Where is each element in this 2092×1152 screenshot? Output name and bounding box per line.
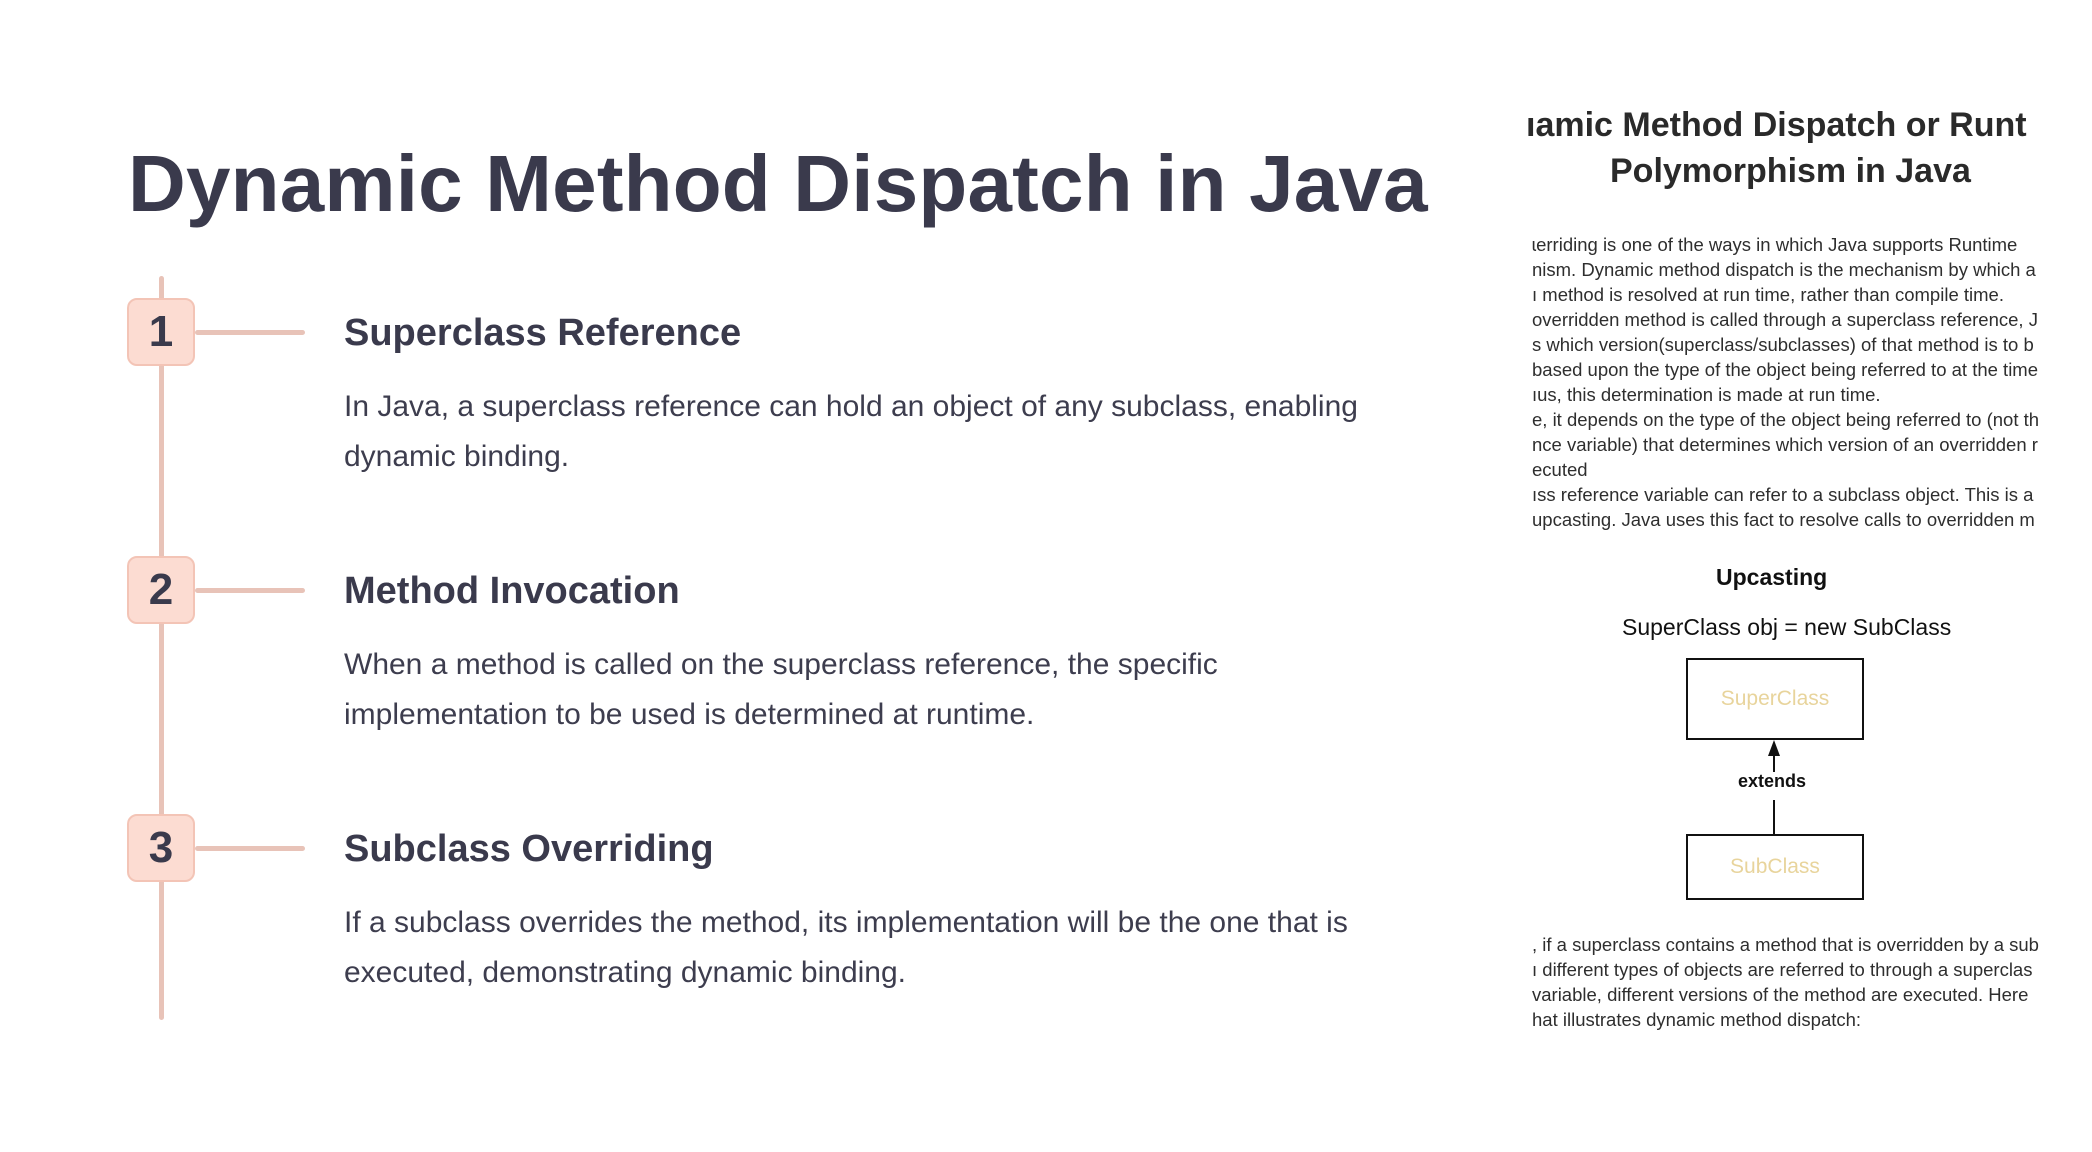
step-heading: Subclass Overriding: [344, 828, 714, 870]
screenshot-paragraph-2: [1532, 932, 2092, 1032]
screenshot-text-line: based upon the type of the object being referred to at the time: [1532, 359, 2039, 380]
step-heading: Superclass Reference: [344, 312, 742, 354]
timeline-step: [0, 556, 1420, 796]
step-number-badge: 3: [127, 814, 195, 882]
screenshot-paragraph-1: [1532, 232, 2092, 532]
screenshot-text-line: hat illustrates dynamic method dispatch:: [1532, 1009, 1862, 1030]
timeline-step: [0, 814, 1420, 1054]
upcasting-heading: Upcasting: [1716, 564, 1828, 590]
step-description: When a method is called on the superclass reference, the specific implementation to be used is determined at runtime.: [344, 648, 1218, 731]
reference-screenshot: [1526, 98, 2048, 1048]
superclass-label: SuperClass: [1720, 687, 1830, 710]
step-number-badge: 1: [127, 298, 195, 366]
screenshot-text-line: s which version(superclass/subclasses) of that method is to b: [1532, 334, 2034, 355]
screenshot-text-line: variable, different versions of the method are executed. Here: [1532, 984, 2029, 1005]
screenshot-text-line: ɩerriding is one of the ways in which Java supports Runtime: [1532, 234, 2018, 255]
screenshot-text-line: , if a superclass contains a method that is overridden by a sub: [1532, 934, 2039, 955]
step-description: In Java, a superclass reference can hold an object of any subclass, enabling dynamic binding.: [344, 390, 1358, 473]
screenshot-text-line: ı method is resolved at run time, rather than compile time.: [1532, 284, 2004, 305]
step-description: If a subclass overrides the method, its implementation will be the one that is executed, demonstrating dynamic binding.: [344, 906, 1348, 989]
screenshot-text-line: nism. Dynamic method dispatch is the mechanism by which a: [1532, 259, 2036, 280]
timeline-step: [0, 298, 1420, 538]
superclass-box: [1686, 658, 1864, 740]
step-heading: Method Invocation: [344, 570, 680, 612]
step-connector: [195, 588, 305, 593]
step-connector: [195, 846, 305, 851]
screenshot-text-line: ıus, this determination is made at run time.: [1532, 384, 1881, 405]
screenshot-title-line-2: Polymorphism in Java: [1610, 152, 1971, 190]
screenshot-text-line: overridden method is called through a superclass reference, J: [1532, 309, 2038, 330]
screenshot-text-line: ı different types of objects are referred to through a superclas: [1532, 959, 2033, 980]
step-connector: [195, 330, 305, 335]
subclass-box: [1686, 834, 1864, 900]
screenshot-text-line: upcasting. Java uses this fact to resolve calls to overridden m: [1532, 509, 2035, 530]
screenshot-title-line-1: ıamic Method Dispatch or Runt: [1526, 106, 2027, 144]
subclass-label: SubClass: [1730, 855, 1820, 878]
screenshot-text-line: ıss reference variable can refer to a subclass object. This is a: [1532, 484, 2034, 505]
screenshot-text-line: nce variable) that determines which version of an overridden r: [1532, 434, 2038, 455]
screenshot-text-line: e, it depends on the type of the object being referred to (not th: [1532, 409, 2040, 430]
extends-label: extends: [1738, 771, 1807, 791]
page-title: Dynamic Method Dispatch in Java: [128, 139, 1428, 228]
step-number-badge: 2: [127, 556, 195, 624]
screenshot-text-line: ecuted: [1532, 459, 1588, 480]
upcasting-code: SuperClass obj = new SubClass: [1622, 614, 1952, 640]
